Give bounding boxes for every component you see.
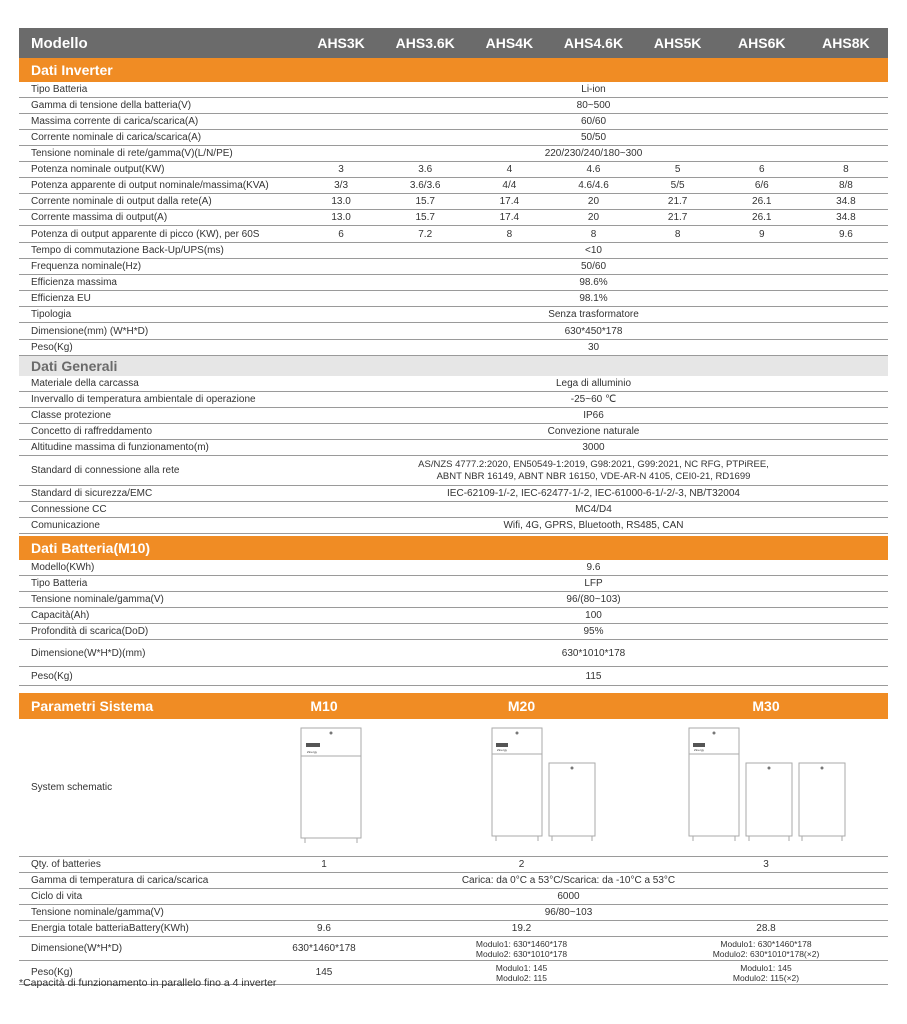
cell-value: 26.1 [752,196,772,207]
table-row [19,424,888,440]
cell-value: 7.2 [418,228,433,240]
table-row [19,921,888,937]
row-value: Wifi, 4G, GPRS, Bluetooth, RS485, CAN [503,520,684,531]
row-value: IP66 [583,410,604,421]
row-value: Lega di alluminio [555,378,632,389]
table-row [19,275,888,291]
table-row [19,408,888,424]
model-header [19,28,888,58]
cell-value: 21.7 [667,212,688,223]
row-label: Invervallo di temperatura ambientale di operazione [31,394,256,405]
row-label: Tensione nominale di rete/gamma(V)(L/N/PE) [31,148,233,159]
model-ahs3-6k: AHS3.6K [395,35,455,51]
peso-m30-mod2: Modulo2: 115(×2) [732,972,800,983]
table-row [19,905,888,921]
peso-m20-mod1: Modulo1: 145 [495,962,548,973]
cell-value: 13.0 [331,196,351,207]
row-label: Connessione CC [31,504,107,515]
col-m20: M20 [507,698,536,714]
col-m10: M10 [310,698,338,714]
row-value: 96/80~103 [544,907,593,918]
row-label: Dimensione(mm) (W*H*D) [31,325,149,337]
section-generali-title: Dati Generali [19,356,888,376]
dim-m30-mod2: Modulo2: 630*1010*178(×2) [712,948,820,959]
row-label: Standard di sicurezza/EMC [31,488,153,499]
table-row [19,162,888,178]
row-value: 630*450*178 [564,325,623,337]
cell-value: 3 [338,164,344,175]
row-values [299,229,888,240]
table-row [19,210,888,226]
cell-value: 8 [843,164,849,175]
table-row [19,592,888,608]
cell-value: 4.6/4.6 [578,180,609,191]
peso-m30-mod1: Modulo1: 145 [740,962,792,973]
standard-line-1: AS/NZS 4777.2:2020, EN50549-1:2019, G98:2021, G99:2021, NC RFG, PTPiREE, [418,458,769,470]
section-sistema-header [19,693,888,719]
row-label: Potenza di output apparente di picco (KW), per 60S [31,228,260,240]
row-value: 96/(80~103) [566,594,621,605]
row-label: Altitudine massima di funzionamento(m) [31,442,209,453]
row-value: 80~500 [576,100,611,111]
model-ahs6k: AHS6K [738,35,786,51]
cell-value: 4/4 [502,180,517,191]
m20-schematic [492,728,595,841]
cell-value: 6/6 [754,180,769,191]
cell-value: 3/3 [334,180,349,191]
row-value: 630*1010*178 [561,647,626,659]
row-value: 220/230/240/180~300 [544,148,643,159]
table-row [19,323,888,340]
cell-value: 21.7 [667,196,688,207]
row-label: Tipologia [31,309,72,320]
row-value: 115 [585,670,602,682]
table-row [19,440,888,456]
row-value: Li-ion [581,84,606,95]
cell-value: 8 [506,228,513,240]
row-label: Energia totale batteriaBattery(KWh) [31,923,189,934]
dim-m20-mod1: Modulo1: 630*1460*178 [475,938,568,949]
cell-value: 8 [590,228,597,240]
row-value: 100 [585,610,602,621]
table-row [19,608,888,624]
cell-value: 8/8 [838,180,853,191]
table-row [19,392,888,408]
cell-value: 5/5 [670,180,685,191]
cell-value: 3.6/3.6 [409,180,441,191]
row-label: Classe protezione [31,410,112,421]
cell-value: 26.1 [752,212,772,223]
row-label: Standard di connessione alla rete [31,465,180,476]
cell-value: 15.7 [415,196,435,207]
table-row [19,98,888,114]
table-row [19,857,888,873]
table-row [19,82,888,98]
row-label: Tensione nominale/gamma(V) [31,907,164,918]
row-value: Carica: da 0°C a 53°C/Scarica: da -10°C a 53°C [461,875,676,886]
cell-value: 34.8 [836,212,856,223]
dim-m30-mod1: Modulo1: 630*1460*178 [720,938,812,949]
row-value: <10 [585,245,602,256]
dim-m20-mod2: Modulo2: 630*1010*178 [475,948,568,959]
row-label: Qty. of batteries [31,859,101,870]
row-value: 50/60 [580,261,607,272]
row-label: Capacità(Ah) [31,610,90,621]
m20-unit-label: Zinergy [497,747,508,752]
table-row [19,624,888,640]
cell-value: 3.6 [418,164,433,175]
row-label: Potenza nominale output(KW) [31,164,165,175]
row-values [299,196,888,207]
cell-value: 4 [506,164,513,175]
table-row [19,194,888,210]
cell-value: 4.6 [586,164,601,175]
row-value: IEC-62109-1/-2, IEC-62477-1/-2, IEC-61000-6-1/-2/-3, NB/T32004 [447,488,740,499]
row-label: Peso(Kg) [31,670,73,682]
cell-value: 15.7 [415,212,435,223]
row-value: 60/60 [580,116,607,127]
model-ahs8k: AHS8K [822,35,870,51]
row-label: Tipo Batteria [31,578,88,589]
row-value [299,459,888,483]
row-value: 50/50 [580,132,607,143]
cell-value: 6 [758,164,765,175]
energia-m10: 9.6 [317,923,331,934]
row-label: Modello(KWh) [31,562,95,573]
table-row [19,502,888,518]
row-label: Materiale della carcassa [31,378,139,389]
table-row [19,291,888,307]
qty-m30: 3 [763,859,769,870]
row-label: Corrente massima di output(A) [31,212,168,223]
system-schematic-image [249,723,888,853]
cell-value: 6 [338,228,344,240]
row-value: 9.6 [586,562,601,573]
schematic-label: System schematic [31,782,113,793]
table-row [19,114,888,130]
row-label: Massima corrente di carica/scarica(A) [31,116,199,127]
model-ahs3k: AHS3K [317,35,365,51]
table-row [19,576,888,592]
dim-m20 [399,939,644,959]
row-label: Efficienza massima [31,277,117,288]
table-row [19,667,888,686]
peso-m20-mod2: Modulo2: 115 [496,972,547,983]
row-value: 6000 [557,891,580,902]
m10-unit-label: Zinergy [307,749,318,754]
energia-m30: 28.8 [756,923,776,934]
row-label: Tensione nominale/gamma(V) [31,594,164,605]
table-row [19,640,888,667]
row-label: Tipo Batteria [31,84,88,95]
table-row [19,130,888,146]
row-value: LFP [584,578,603,589]
table-row [19,307,888,323]
standard-line-2: ABNT NBR 16149, ABNT NBR 16150, VDE-AR-N 4105, CEI0-21, RD1699 [436,470,751,482]
row-values [299,212,888,223]
section-inverter-title: Dati Inverter [19,58,888,82]
row-label: Corrente nominale di carica/scarica(A) [31,132,202,143]
batteria-table [19,560,888,640]
model-label: Modello [31,34,88,52]
row-label: Corrente nominale di output dalla rete(A) [31,196,212,207]
dim-m10: 630*1460*178 [292,943,356,954]
table-row [19,243,888,259]
qty-m20: 2 [518,859,525,870]
generali-table [19,376,888,456]
cell-value: 8 [674,228,681,240]
cell-value: 20 [587,196,600,207]
row-value: 98.1% [579,293,608,304]
table-row [19,937,888,961]
table-row [19,486,888,502]
dim-m30 [644,939,888,959]
row-label: Tempo di commutazione Back-Up/UPS(ms) [31,245,224,256]
m10-schematic [301,728,361,843]
peso-m30 [644,963,888,983]
row-label: Potenza apparente di output nominale/massima(KVA) [31,180,269,191]
table-row [19,340,888,356]
table-row [19,889,888,905]
cell-value: 5 [674,164,681,175]
section-sistema-title: Parametri Sistema [31,698,154,714]
cell-value: 9.6 [838,228,853,240]
table-row [19,178,888,194]
table-row [19,518,888,534]
model-ahs4-6k: AHS4.6K [563,35,624,51]
system-schematic-row [19,719,888,857]
row-values [299,164,888,175]
row-label: Comunicazione [31,520,100,531]
row-value: 3000 [582,442,605,453]
row-value: 30 [587,342,600,353]
table-row [19,456,888,486]
row-label: Gamma di temperatura di carica/scarica [31,875,209,886]
cell-value: 34.8 [836,196,856,207]
row-value: MC4/D4 [575,504,612,515]
row-value: 95% [583,626,604,637]
row-label: Gamma di tensione della batteria(V) [31,100,192,111]
model-ahs5k: AHS5K [653,35,702,51]
energia-m20: 19.2 [511,923,532,934]
cell-value: 13.0 [331,212,351,223]
footnote: *Capacità di funzionamento in parallelo fino a 4 inverter [19,977,277,989]
row-label: Peso(Kg) [31,342,73,353]
row-label: Dimensione(W*H*D) [31,943,123,954]
table-row [19,560,888,576]
section-batteria-title: Dati Batteria(M10) [19,536,888,560]
model-ahs4k: AHS4K [485,35,534,51]
table-row [19,376,888,392]
m30-unit-label: Zinergy [694,747,705,752]
peso-m10: 145 [315,967,333,978]
row-label: Ciclo di vita [31,891,83,902]
row-value: Senza trasformatore [548,309,639,320]
spec-sheet [19,28,888,985]
row-value: 98.6% [579,277,608,288]
row-label: Dimensione(W*H*D)(mm) [31,647,146,659]
table-row [19,226,888,243]
m30-schematic [689,728,845,841]
peso-m20 [399,963,644,983]
row-values [299,180,888,191]
cell-value: 17.4 [499,212,520,223]
row-value: Convezione naturale [547,426,640,437]
row-label: Profondità di scarica(DoD) [31,626,149,637]
table-row [19,873,888,889]
table-row [19,146,888,162]
row-value: -25~60 ℃ [570,394,617,405]
qty-m10: 1 [321,859,327,870]
table-row [19,259,888,275]
inverter-table [19,82,888,356]
cell-value: 20 [587,212,600,223]
row-label: Peso(Kg) [31,967,73,978]
cell-value: 17.4 [499,196,520,207]
col-m30: M30 [752,698,780,714]
generali-table-2 [19,486,888,534]
row-label: Efficienza EU [31,293,91,304]
row-label: Concetto di raffreddamento [31,426,153,437]
row-label: Frequenza nominale(Hz) [31,261,142,272]
cell-value: 9 [758,228,765,240]
